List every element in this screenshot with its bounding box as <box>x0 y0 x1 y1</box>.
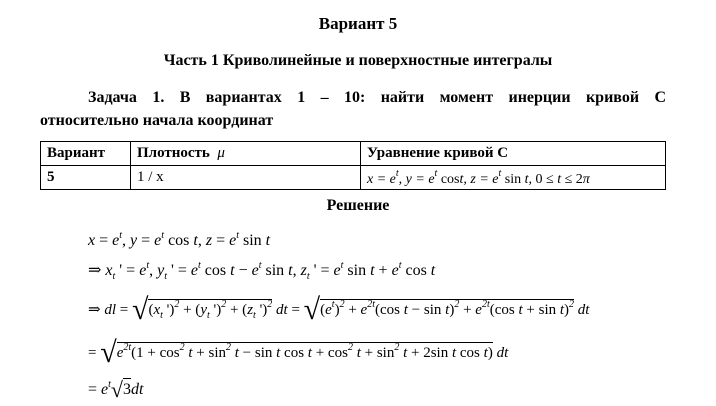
solution-heading: Решение <box>326 197 390 214</box>
equation-3: ⇒ dl = $√(x_t$ ')$^2 + (y_t$ ')$^2 + (z_t$ ')$^2$ dt = $√(e^t)^2 + e^{2t}(\cos$ $t - \sin t)^2 + e^{2t}(\cos$ t + sin t)$^2$ dt <box>88 293 590 326</box>
cell-variant: 5 <box>41 166 131 190</box>
cell-density: 1 / x <box>131 166 361 190</box>
equation-5: = $e^t√3dt$ <box>88 377 144 402</box>
cell-curve-equation: $x = e^t$, $y = e^t$ cost, $z = e^t$ sin t, 0 ≤ t ≤ 2π <box>361 166 666 190</box>
task-line-2: относительно начала координат <box>40 112 274 129</box>
task-statement <box>40 86 666 132</box>
equation-1: $x = e^t$, $y = e^t$ cos t, $z = e^t$ sin t <box>88 230 271 249</box>
table-row <box>41 166 666 190</box>
header-density <box>131 142 361 166</box>
section-heading: Часть 1 Криволинейные и поверхностные интегралы <box>163 52 553 69</box>
header-density-label: Плотность <box>137 145 210 161</box>
task-line-1: Задача 1. В вариантах 1 – 10: найти момент инерции кривой С <box>88 89 666 106</box>
page-title: Вариант 5 <box>318 14 398 33</box>
mu-symbol: μ <box>217 145 225 161</box>
equation-2: ⇒ $x_t$ ' = $e^t$, $y_t$ ' = $e^t$ $\cos t - e^t$ sin t, $z_t$ ' = $e^t$ $\sin t + e^t$ cos t <box>88 260 436 282</box>
table-header-row <box>41 142 666 166</box>
variant-table <box>40 141 666 190</box>
header-variant: Вариант <box>41 142 131 166</box>
header-curve-equation: Уравнение кривой С <box>361 142 666 166</box>
equation-4: = $√e^{2t}(1 + \cos^2 t + \sin^2 t - \sin t$ $\cos t + \cos^2 t + \sin^2 t + 2\sin$ t cos t) dt <box>88 336 509 369</box>
